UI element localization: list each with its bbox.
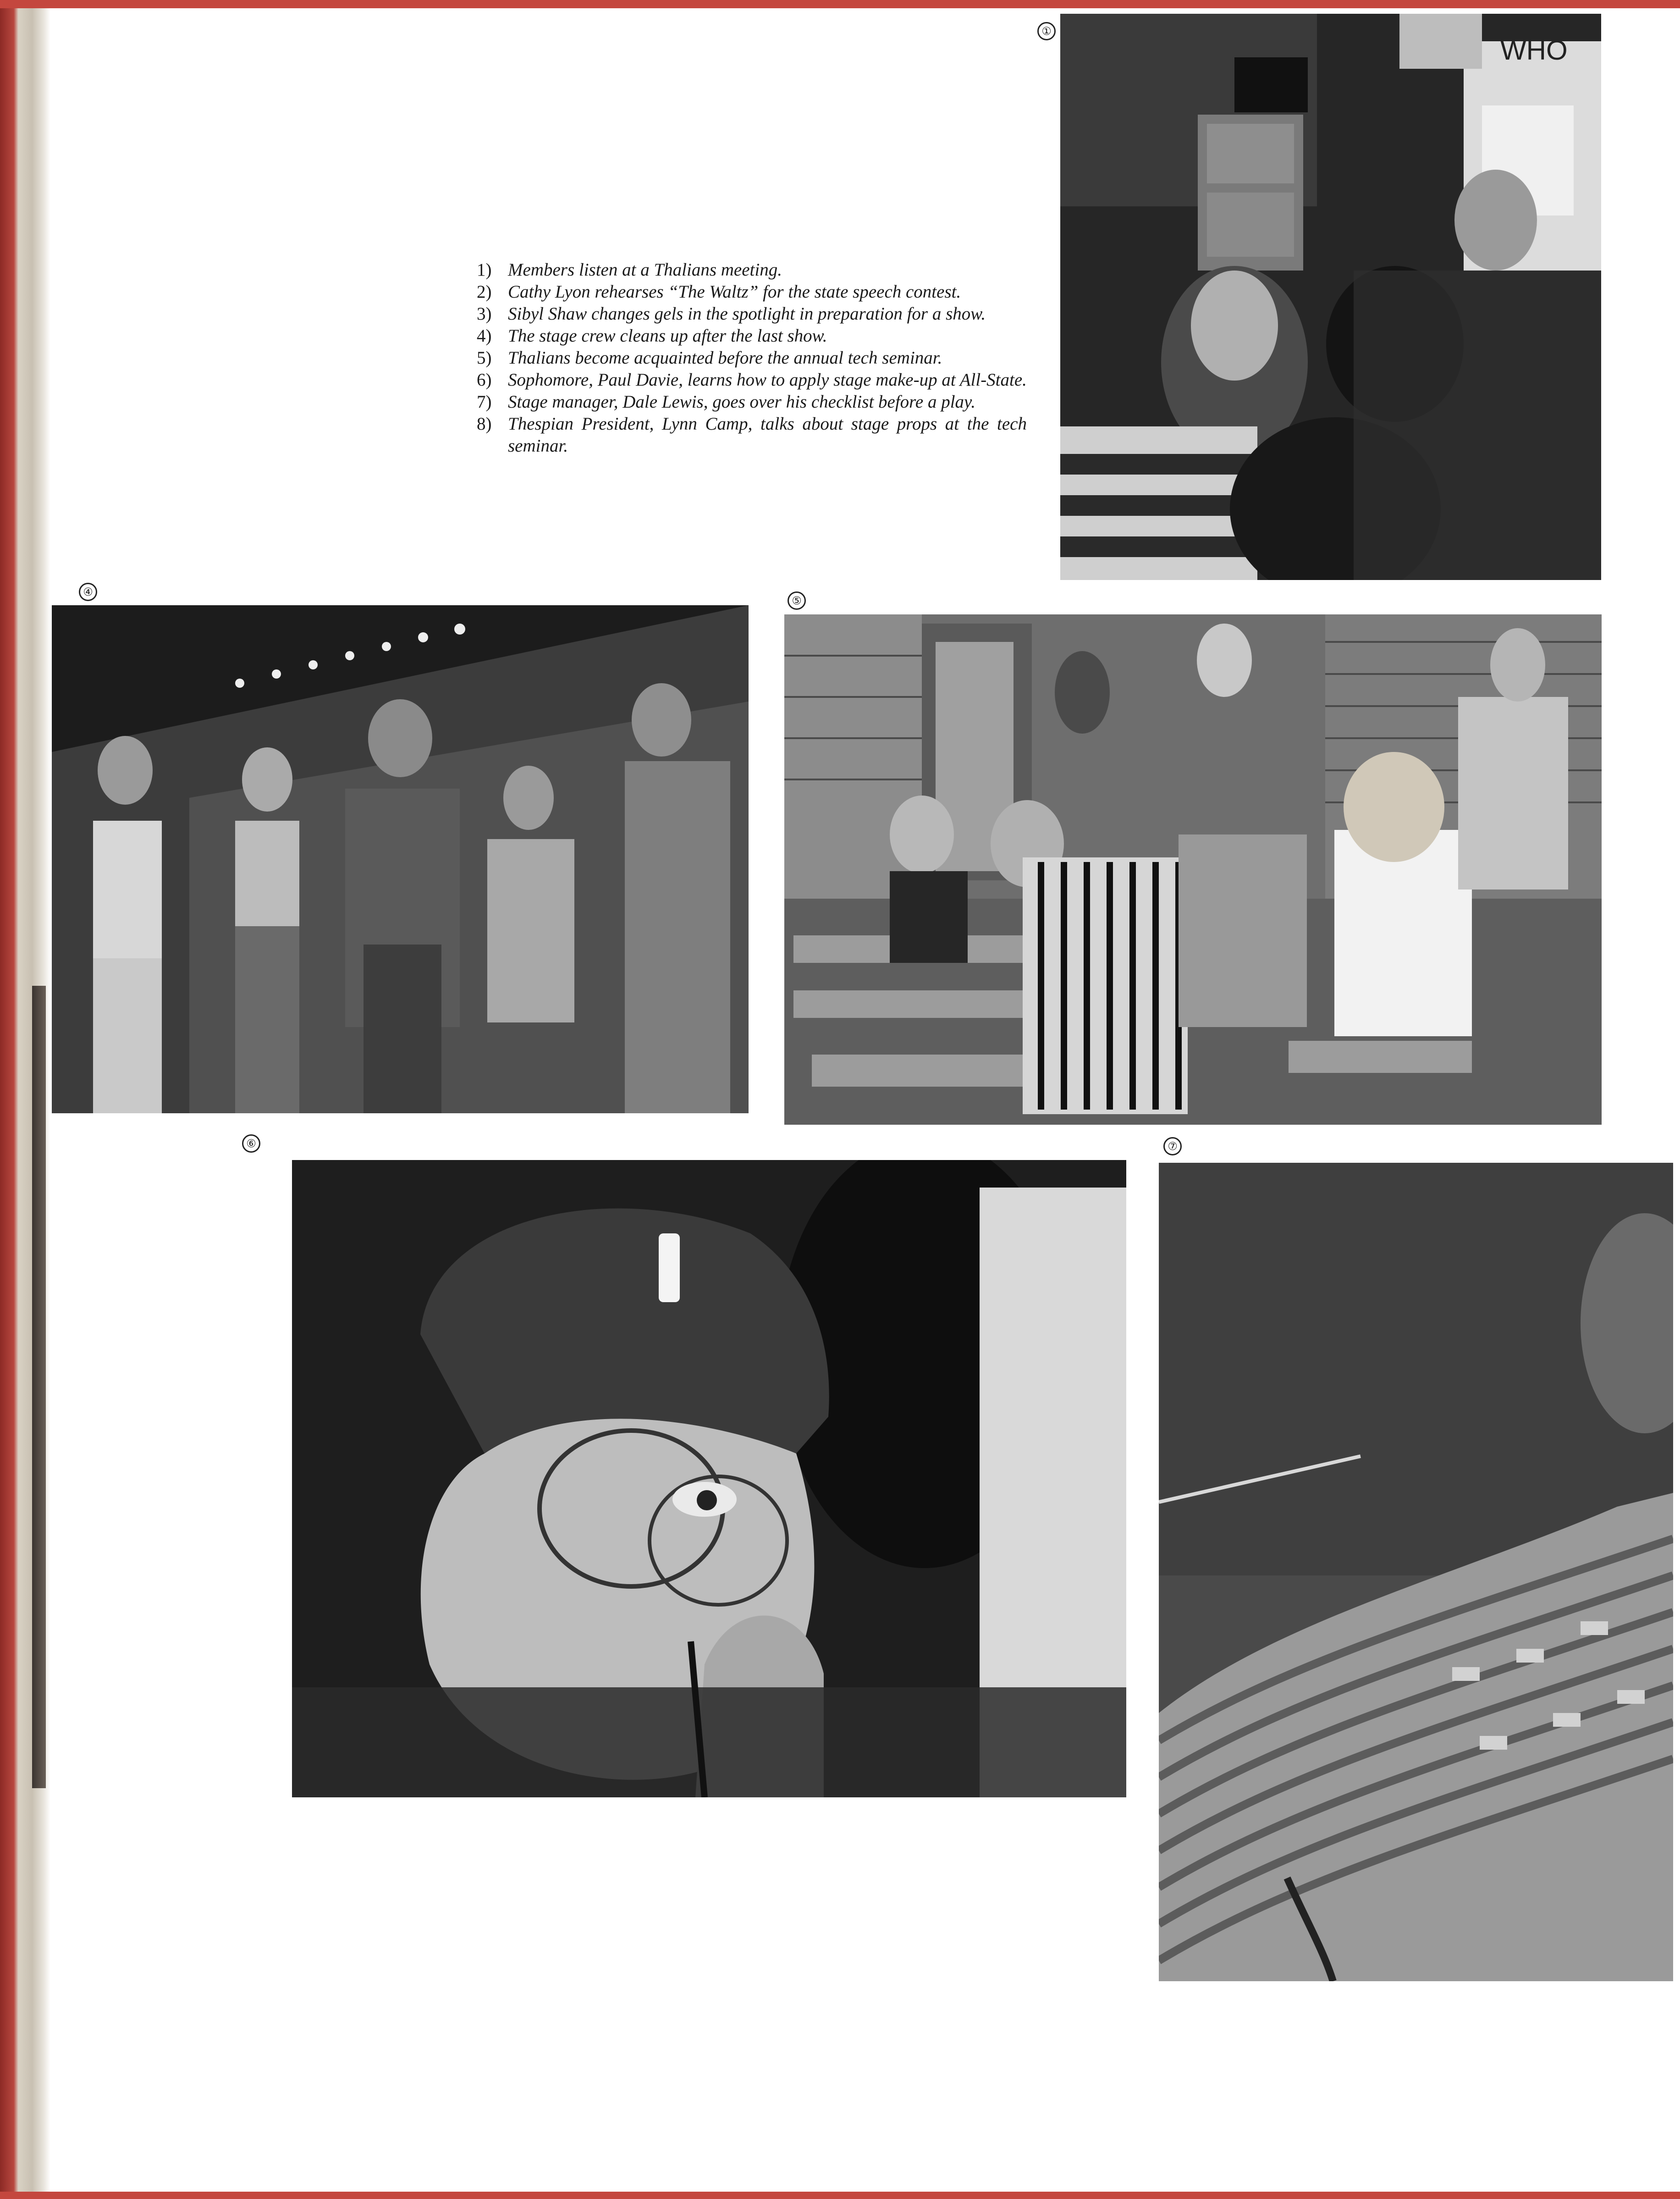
photo-4-stage-crew: [52, 605, 749, 1113]
photo-1-thalians-meeting: [1060, 14, 1601, 580]
background-sign-text: WHO: [1500, 35, 1568, 66]
photo-number-7: ⑦: [1163, 1137, 1182, 1155]
photo-number-4: ④: [79, 583, 97, 601]
page-frame-bottom: [0, 2192, 1680, 2199]
page-frame-top: [0, 0, 1680, 8]
caption-item: 8) Thespian President, Lynn Camp, talks about stage props at the tech seminar.: [477, 414, 1027, 456]
photo-5-thalians-acquainted: [784, 614, 1602, 1125]
caption-item: 1) Members listen at a Thalians meeting.: [477, 260, 782, 280]
photo-number-6: ⑥: [242, 1134, 260, 1153]
caption-item: 2) Cathy Lyon rehearses “The Waltz” for the state speech contest.: [477, 282, 961, 302]
caption-item: 4) The stage crew cleans up after the last show.: [477, 326, 827, 346]
caption-item: 5) Thalians become acquainted before the annual tech seminar.: [477, 348, 942, 368]
photo-caption-list: [477, 259, 1027, 457]
binding-shadow: [32, 986, 46, 1788]
caption-item: 3) Sibyl Shaw changes gels in the spotlight in preparation for a show.: [477, 304, 986, 324]
caption-item: 6) Sophomore, Paul Davie, learns how to apply stage make-up at All-State.: [477, 370, 1027, 390]
photo-number-5: ⑤: [788, 591, 806, 610]
caption-item: 7) Stage manager, Dale Lewis, goes over his checklist before a play.: [477, 392, 975, 412]
photo-6-stage-makeup: [292, 1160, 1126, 1797]
photo-7-stage-manager: [1159, 1163, 1673, 1981]
photo-number-1: ①: [1037, 22, 1056, 40]
